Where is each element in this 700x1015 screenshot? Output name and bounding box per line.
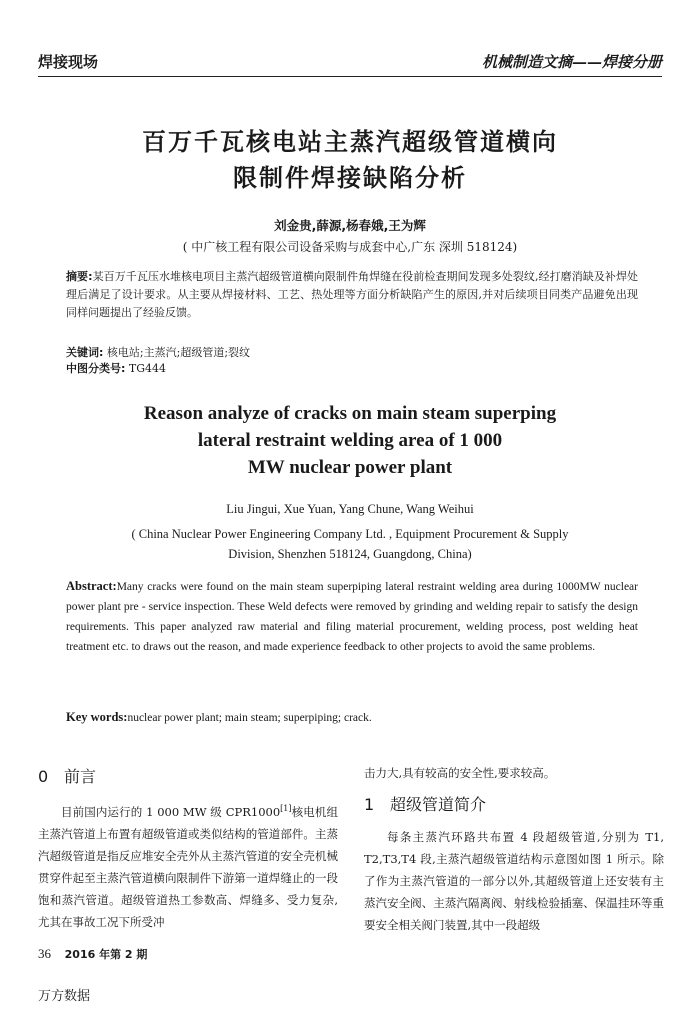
abstract-en-text: Many cracks were found on the main steam superpiping lateral restraint welding area during 1000MW nuclear power plant pre - service inspection. These Weld defects were removed by grinding and welding repair to satisfy the design requirements. This paper analyzed raw material and filing material procurement, welding process, post welding heat treatment etc. to draws out the reason, and made experience feedback to other projects to avoid the same problems. [66, 581, 638, 653]
section-1-paragraph: 每条主蒸汽环路共布置 4 段超级管道,分别为 T1, T2,T3,T4 段,主蒸汽超级管道结构示意图如图 1 所示。除了作为主蒸汽管道的一部分以外,其超级管道上还安装有主蒸汽安全阀、主蒸汽隔离阀、射线检验插塞、保温挂环等重要安全相关阀门装置,其中一段超级 [364, 830, 664, 932]
header-section-label: 焊接现场 [38, 53, 99, 71]
classification-text: TG444 [128, 362, 167, 375]
keywords-en [66, 710, 638, 725]
title-cn-line-2: 限制件焊接缺陷分析 [233, 164, 467, 192]
authors-en: Liu Jingui, Xue Yuan, Yang Chune, Wang Weihui [226, 502, 474, 516]
section-0-heading [38, 762, 338, 792]
section-0-paragraph-continued: 击力大,具有较高的安全性,要求较高。 [364, 766, 556, 780]
running-header [38, 48, 662, 77]
section-0-number: 0 [38, 767, 49, 786]
section-1-title: 超级管道简介 [390, 795, 487, 814]
abstract-en [66, 576, 638, 657]
citation-ref: [1] [280, 804, 292, 813]
authors-cn: 刘金贵,薛源,杨春娥,王为辉 [274, 218, 426, 233]
title-cn-line-1: 百万千瓦核电站主蒸汽超级管道横向 [142, 128, 558, 156]
title-en-line-3: MW nuclear power plant [247, 457, 453, 478]
keywords-cn [66, 345, 638, 361]
abstract-cn-label: 摘要: [66, 270, 93, 283]
abstract-en-label: Abstract: [66, 579, 117, 593]
affiliation-en-line-1: ( China Nuclear Power Engineering Company Ltd. , Equipment Procurement & Supply [131, 527, 569, 541]
keywords-block-cn [66, 345, 638, 377]
paper-title-en [0, 400, 700, 481]
abstract-cn-text: 某百万千瓦压水堆核电项目主蒸汽超级管道横向限制件角焊缝在役前检查期间发现多处裂纹,经打磨消缺及补焊处理后满足了设计要求。从主要从焊接材料、工艺、热处理等方面分析缺陷产生的原因,并对后续项目同类产品避免出现同样问题提出了经验反馈。 [66, 270, 638, 319]
keywords-cn-label: 关键词: [66, 346, 104, 359]
header-journal-name: 机械制造文摘——焊接分册 [481, 53, 662, 71]
abstract-cn [66, 268, 638, 322]
body-column-right [364, 762, 664, 936]
classification-label: 中图分类号: [66, 362, 126, 375]
page-number: 36 [38, 946, 51, 961]
section-1-heading [364, 790, 664, 820]
page-footer [38, 946, 147, 962]
issue-label: 2016 年第 2 期 [64, 948, 148, 961]
keywords-en-text: nuclear power plant; main steam; superpiping; crack. [127, 712, 372, 724]
section-0-paragraph [38, 798, 338, 933]
section-0-text-a: 目前国内运行的 1 000 MW 级 CPR1000 [61, 804, 281, 819]
section-0-title: 前言 [64, 767, 97, 786]
source-watermark: 万方数据 [38, 989, 91, 1004]
title-en-line-1: Reason analyze of cracks on main steam superping [143, 403, 557, 424]
classification-number [66, 361, 638, 377]
keywords-en-label: Key words: [66, 710, 128, 724]
paper-title-cn [0, 124, 700, 196]
section-1-number: 1 [364, 795, 375, 814]
body-column-left [38, 762, 338, 933]
keywords-cn-text: 核电站;主蒸汽;超级管道;裂纹 [106, 346, 251, 359]
section-0-text-b: 核电机组主蒸汽管道上布置有超级管道或类似结构的管道部件。主蒸汽超级管道是指反应堆安全壳外从主蒸汽管道的安全壳机械贯穿件起至主蒸汽管道横向限制件下游第一道焊缝止的一段饱和蒸汽管道。超级管道热工参数高、焊缝多、受力复杂,尤其在事故工况下所受冲 [38, 804, 338, 929]
affiliation-cn: ( 中广核工程有限公司设备采购与成套中心,广东 深圳 518124) [182, 240, 518, 254]
affiliation-en [0, 524, 700, 564]
title-en-line-2: lateral restraint welding area of 1 000 [197, 430, 503, 451]
affiliation-en-line-2: Division, Shenzhen 518124, Guangdong, China) [228, 547, 472, 561]
